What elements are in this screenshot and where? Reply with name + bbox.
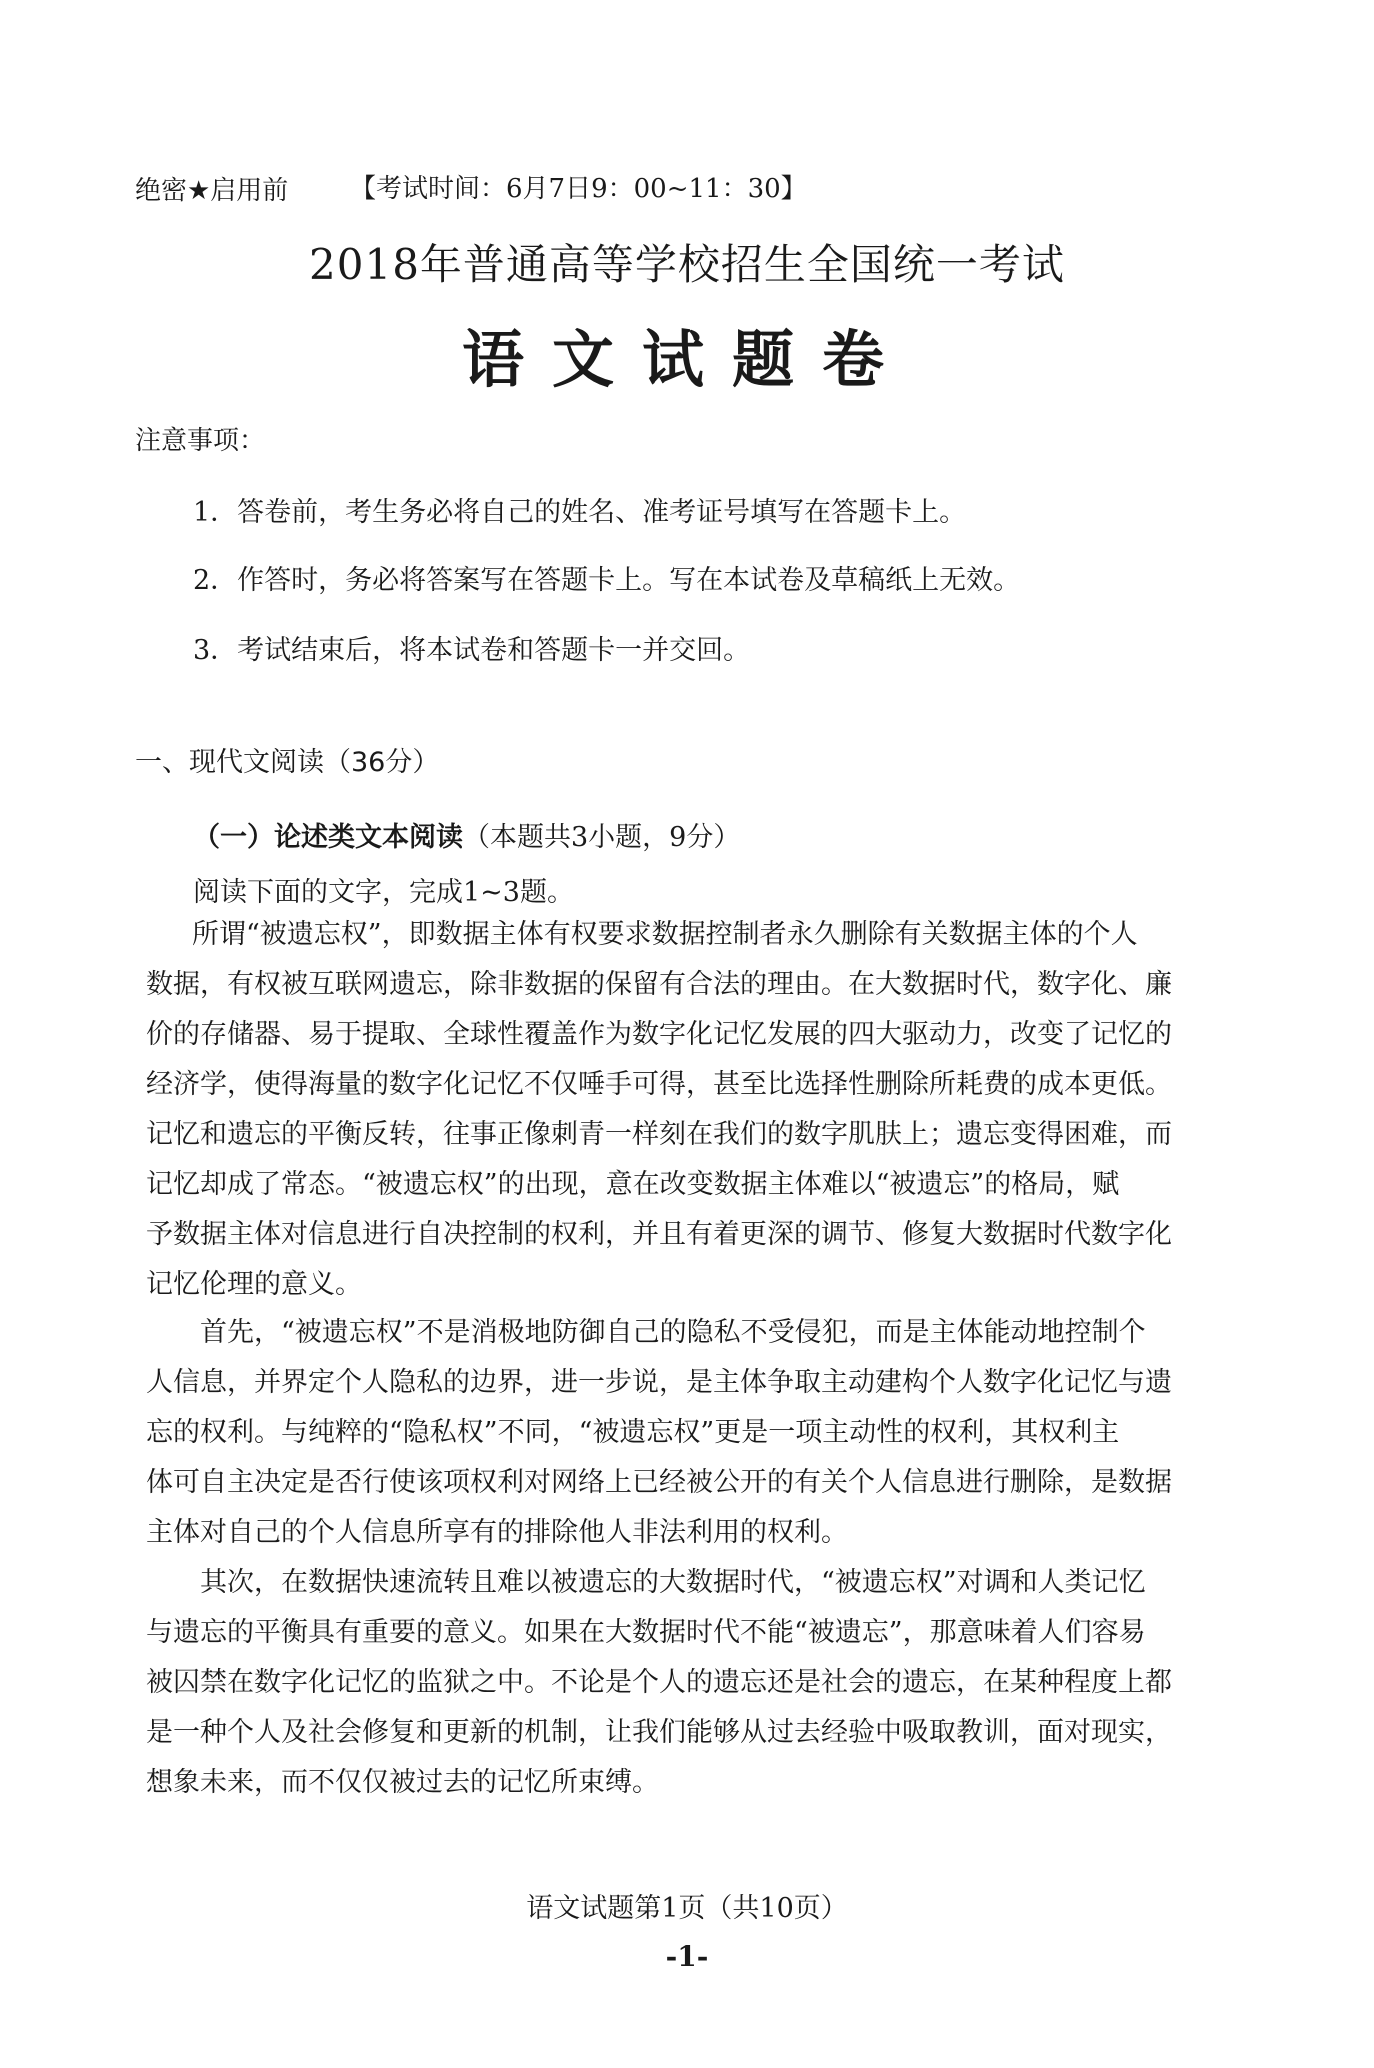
passage-line: 是一种个人及社会修复和更新的机制，让我们能够从过去经验中吸取教训，面对现实，: [146, 1717, 1172, 1748]
passage-line: 数据，有权被互联网遗忘，除非数据的保留有合法的理由。在大数据时代，数字化、廉: [146, 969, 1172, 1000]
page-number: -1-: [665, 1940, 709, 1973]
passage-line: 记忆和遗忘的平衡反转，往事正像刺青一样刻在我们的数字肌肤上；遗忘变得困难，而: [146, 1119, 1172, 1150]
confidential-label: 绝密★启用前: [135, 176, 289, 206]
reading-instruction: 阅读下面的文字，完成1~3题。: [193, 877, 574, 908]
page-footer: 语文试题第1页（共10页）: [526, 1893, 848, 1924]
exam-time: 【考试时间：6月7日9：00~11：30】: [350, 174, 807, 204]
notes-heading: 注意事项：: [135, 426, 266, 456]
passage-line: 经济学，使得海量的数字化记忆不仅唾手可得，甚至比选择性删除所耗费的成本更低。: [146, 1069, 1172, 1100]
subject-title: 语文试题卷: [461, 323, 912, 396]
note-item: 3．考试结束后，将本试卷和答题卡一并交回。: [193, 635, 751, 666]
passage-paragraph-2: [146, 1308, 1246, 1558]
note-item: 2．作答时，务必将答案写在答题卡上。写在本试卷及草稿纸上无效。: [193, 565, 1021, 596]
passage-line: 被囚禁在数字化记忆的监狱之中。不论是个人的遗忘还是社会的遗忘，在某种程度上都: [146, 1667, 1172, 1698]
part-meta: （本题共3小题，9分）: [463, 822, 741, 853]
passage-line: 所谓“被遗忘权”，即数据主体有权要求数据控制者永久删除有关数据主体的个人: [192, 919, 1138, 950]
passage-line: 与遗忘的平衡具有重要的意义。如果在大数据时代不能“被遗忘”，那意味着人们容易: [146, 1617, 1146, 1648]
passage-line: 首先，“被遗忘权”不是消极地防御自己的隐私不受侵犯，而是主体能动地控制个: [200, 1317, 1146, 1348]
section-heading: 一、现代文阅读（36分）: [135, 747, 440, 778]
passage-line: 予数据主体对信息进行自决控制的权利，并且有着更深的调节、修复大数据时代数字化: [146, 1219, 1172, 1250]
passage-line: 价的存储器、易于提取、全球性覆盖作为数字化记忆发展的四大驱动力，改变了记忆的: [146, 1019, 1172, 1050]
passage-line: 忘的权利。与纯粹的“隐私权”不同，“被遗忘权”更是一项主动性的权利，其权利主: [146, 1417, 1120, 1448]
passage-line: 人信息，并界定个人隐私的边界，进一步说，是主体争取主动建构个人数字化记忆与遗: [146, 1367, 1172, 1398]
exam-name: 2018年普通高等学校招生全国统一考试: [309, 240, 1065, 289]
passage-line: 其次，在数据快速流转且难以被遗忘的大数据时代，“被遗忘权”对调和人类记忆: [200, 1567, 1146, 1598]
passage-line: 主体对自己的个人信息所享有的排除他人非法利用的权利。: [146, 1517, 848, 1548]
part-heading: [193, 815, 740, 854]
passage-paragraph-3: [146, 1558, 1246, 1808]
passage-line: 体可自主决定是否行使该项权利对网络上已经被公开的有关个人信息进行删除，是数据: [146, 1467, 1172, 1498]
passage-line: 记忆伦理的意义。: [146, 1269, 362, 1300]
note-item: 1．答卷前，考生务必将自己的姓名、准考证号填写在答题卡上。: [193, 497, 967, 528]
passage-paragraph-1: [146, 910, 1246, 1310]
passage-line: 想象未来，而不仅仅被过去的记忆所束缚。: [146, 1767, 659, 1798]
part-title: （一）论述类文本阅读: [193, 822, 463, 853]
passage-line: 记忆却成了常态。“被遗忘权”的出现，意在改变数据主体难以“被遗忘”的格局，赋: [146, 1169, 1120, 1200]
